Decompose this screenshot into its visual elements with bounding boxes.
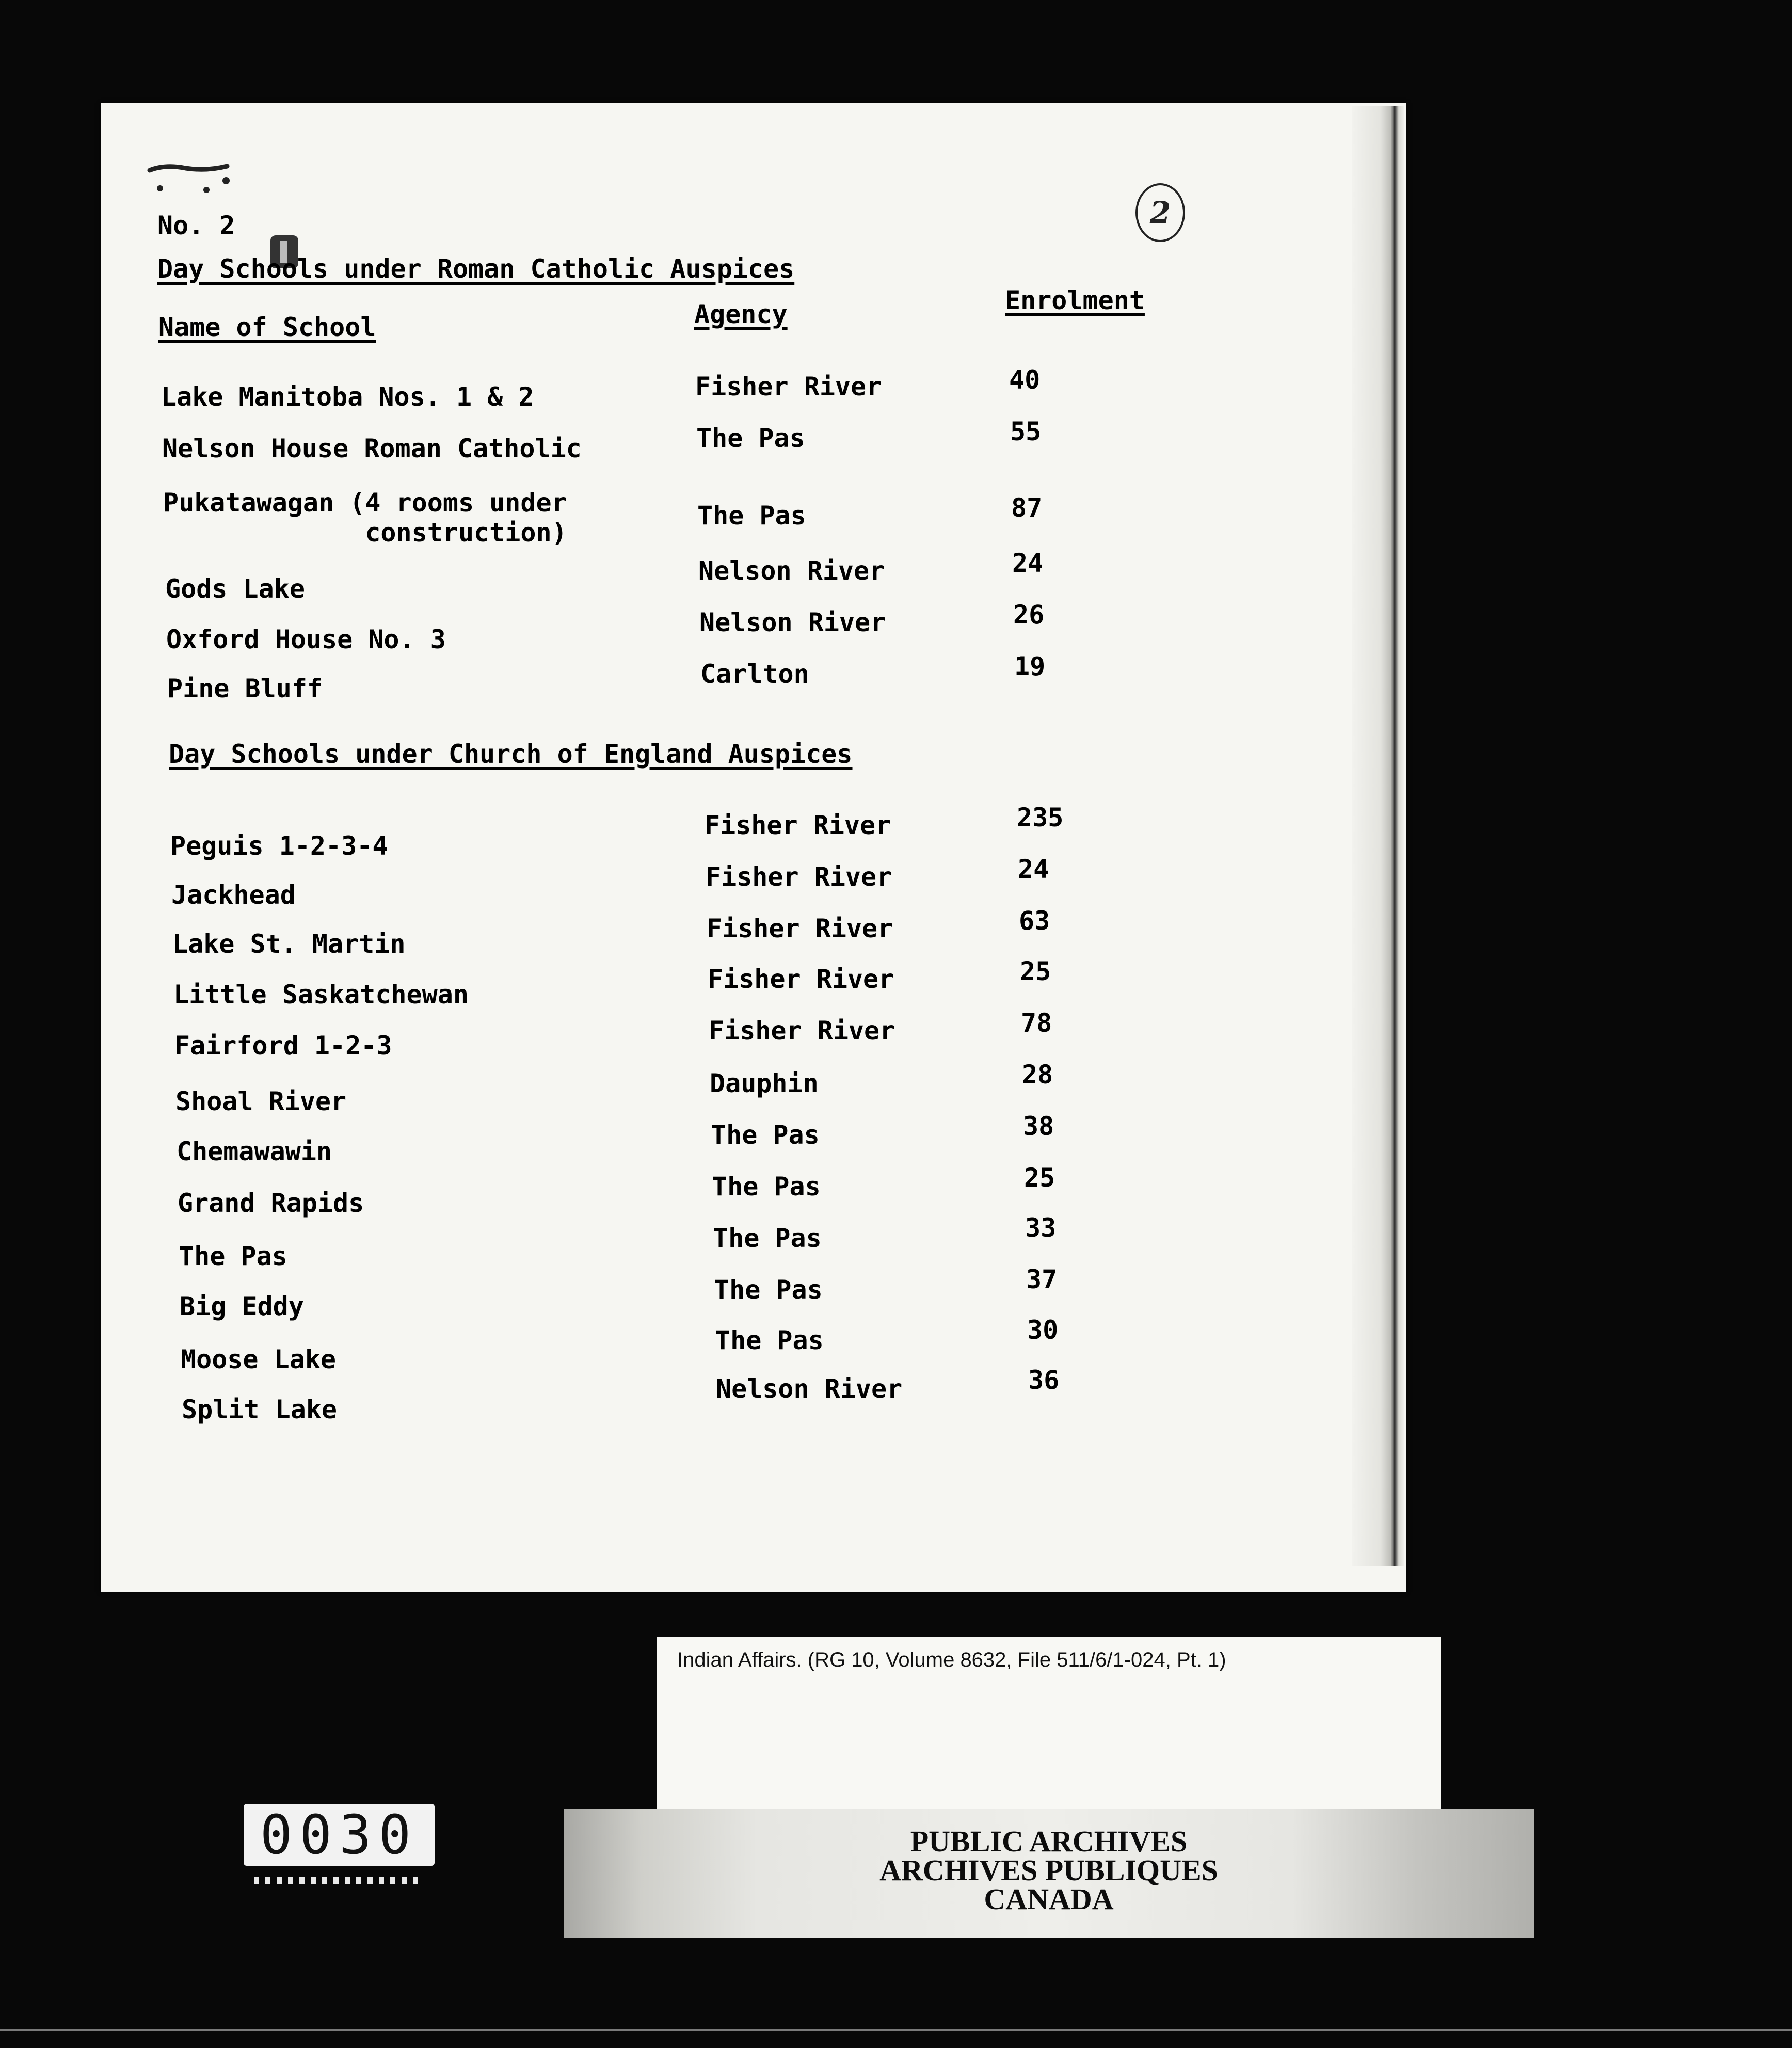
enrolment-value: 63: [1019, 906, 1050, 936]
agency-name: Fisher River: [707, 914, 893, 943]
archive-stamp: [564, 1827, 1534, 1914]
school-name: Lake St. Martin: [172, 929, 406, 959]
agency-name: The Pas: [711, 1120, 820, 1150]
staple-mark: [145, 160, 237, 196]
enrolment-value: 19: [1014, 651, 1046, 681]
agency-name: Carlton: [700, 659, 809, 689]
school-name: Oxford House No. 3: [166, 625, 446, 654]
enrolment-value: 235: [1017, 803, 1064, 833]
agency-name: The Pas: [712, 1172, 821, 1202]
agency-name: Fisher River: [706, 862, 892, 892]
archive-line-2: ARCHIVES PUBLIQUES: [879, 1853, 1218, 1887]
school-name: Nelson House Roman Catholic: [162, 434, 582, 463]
film-edge-line: [0, 2029, 1792, 2031]
school-name: Gods Lake: [165, 574, 305, 604]
school-name: Big Eddy: [180, 1291, 304, 1321]
enrolment-value: 55: [1010, 417, 1042, 446]
agency-name: Nelson River: [699, 607, 886, 637]
archive-reference-card: [657, 1637, 1441, 1818]
school-name: Peguis 1-2-3-4: [170, 831, 388, 861]
enrolment-value: 24: [1018, 854, 1049, 884]
enrolment-value: 33: [1025, 1213, 1057, 1243]
archive-line-3: CANADA: [984, 1882, 1114, 1916]
page-number: 2: [1135, 183, 1185, 242]
school-name: Little Saskatchewan: [173, 980, 469, 1010]
school-name: Pine Bluff: [167, 674, 323, 703]
agency-name: The Pas: [713, 1223, 822, 1253]
agency-name: Fisher River: [695, 372, 882, 402]
school-name: Chemawawin: [177, 1137, 332, 1166]
enrolment-value: 40: [1009, 365, 1041, 395]
ce-section-heading: Day Schools under Church of England Auspices: [169, 739, 853, 769]
school-name: Split Lake: [182, 1395, 338, 1425]
school-name: Pukatawagan (4 rooms under construction): [163, 488, 567, 548]
enrolment-value: 25: [1024, 1163, 1055, 1193]
school-name: Jackhead: [171, 880, 296, 910]
public-archives-band: [564, 1809, 1534, 1938]
school-name: Fairford 1-2-3: [174, 1031, 392, 1061]
agency-name: Nelson River: [716, 1374, 903, 1404]
column-header-school: Name of School: [158, 312, 376, 342]
enrolment-value: 26: [1013, 600, 1045, 630]
archive-reference: Indian Affairs. (RG 10, Volume 8632, File 511/6/1-024, Pt. 1): [677, 1649, 1226, 1671]
school-name: The Pas: [179, 1241, 287, 1271]
enrolment-value: 87: [1011, 493, 1043, 523]
page-edge-shadow: [1352, 106, 1404, 1566]
enrolment-value: 24: [1012, 548, 1044, 578]
document-number: No. 2: [157, 211, 235, 241]
enrolment-value: 38: [1023, 1111, 1054, 1141]
enrolment-value: 28: [1022, 1060, 1053, 1090]
archive-line-1: PUBLIC ARCHIVES: [910, 1825, 1188, 1858]
enrolment-value: 78: [1021, 1008, 1052, 1038]
enrolment-value: 36: [1028, 1365, 1060, 1395]
enrolment-value: 30: [1027, 1315, 1059, 1345]
agency-name: Fisher River: [708, 964, 894, 994]
school-name: Grand Rapids: [178, 1188, 364, 1218]
enrolment-value: 37: [1026, 1265, 1058, 1294]
film-sprocket-strip: [254, 1877, 424, 1884]
school-name: Moose Lake: [181, 1345, 337, 1374]
column-header-agency: Agency: [694, 299, 788, 329]
column-header-enrolment: Enrolment: [1005, 285, 1145, 315]
rc-section-heading: Day Schools under Roman Catholic Auspices: [157, 254, 795, 284]
agency-name: The Pas: [696, 423, 805, 453]
enrolment-value: 25: [1020, 956, 1051, 986]
school-name: Lake Manitoba Nos. 1 & 2: [161, 382, 534, 412]
agency-name: Fisher River: [709, 1016, 895, 1046]
agency-name: Fisher River: [705, 810, 891, 840]
agency-name: Dauphin: [710, 1068, 819, 1098]
agency-name: The Pas: [697, 501, 806, 531]
agency-name: Nelson River: [698, 556, 885, 586]
agency-name: The Pas: [714, 1275, 823, 1305]
agency-name: The Pas: [715, 1325, 824, 1355]
frame-counter: 0030: [244, 1804, 435, 1866]
school-name: Shoal River: [175, 1086, 347, 1116]
